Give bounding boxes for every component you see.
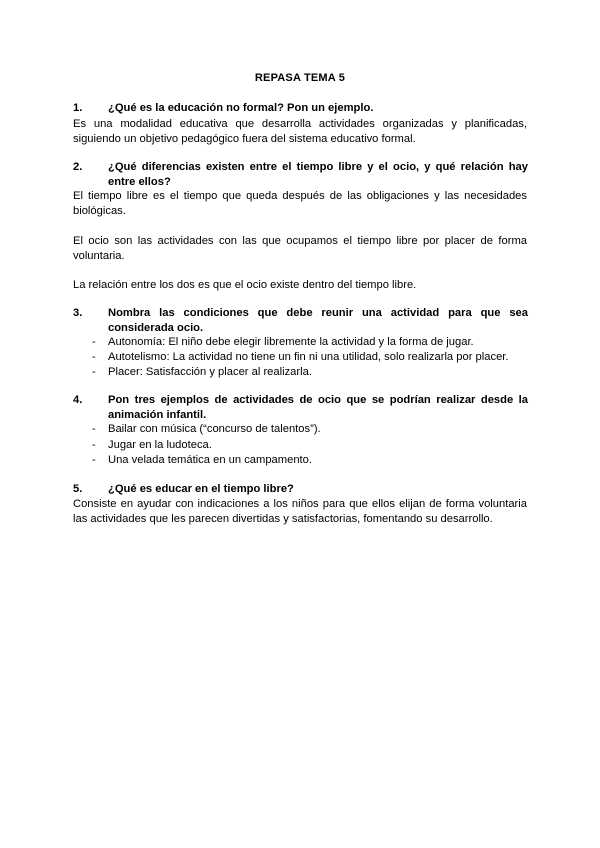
question-text: ¿Qué es la educación no formal? Pon un ejemplo. xyxy=(108,102,374,114)
answer-2-paragraph-3: La relación entre los dos es que el ocio existe dentro del tiempo libre. xyxy=(73,279,417,291)
answer-2-paragraph-1: El tiempo libre es el tiempo que queda después de las obligaciones y las necesidades biológicas. xyxy=(73,190,527,217)
list-item-text: Placer: Satisfacción y placer al realizarla. xyxy=(108,366,312,378)
question-number: 3. xyxy=(73,307,83,319)
question-2 xyxy=(73,160,528,190)
list-item-text: Jugar en la ludoteca. xyxy=(108,439,212,451)
bullet-dash: - xyxy=(92,366,96,378)
question-text: Pon tres ejemplos de actividades de ocio que se podrían realizar desde la animación infantil. xyxy=(108,394,528,421)
question-number: 5. xyxy=(73,483,83,495)
bullet-dash: - xyxy=(92,439,96,451)
bullet-dash: - xyxy=(92,336,96,348)
question-text: Nombra las condiciones que debe reunir una actividad para que sea considerada ocio. xyxy=(108,307,528,334)
question-3 xyxy=(73,306,528,336)
document-title: REPASA TEMA 5 xyxy=(254,72,346,84)
list-item-text: Autonomía: El niño debe elegir libremente la actividad y la forma de jugar. xyxy=(108,336,474,348)
question-number: 1. xyxy=(73,102,83,114)
bullet-dash: - xyxy=(92,351,96,363)
bullet-dash: - xyxy=(92,423,96,435)
answer-1: Es una modalidad educativa que desarrolla actividades organizadas y planificadas, siguiendo un objetivo pedagógico fuera del sistema educativo formal. xyxy=(73,118,527,145)
question-text: ¿Qué es educar en el tiempo libre? xyxy=(108,483,294,495)
question-1 xyxy=(73,101,528,116)
question-number: 2. xyxy=(73,161,83,173)
bullet-dash: - xyxy=(92,454,96,466)
question-number: 4. xyxy=(73,394,83,406)
question-5 xyxy=(73,482,528,497)
list-item-text: Bailar con música (“concurso de talentos”). xyxy=(108,423,321,435)
question-4 xyxy=(73,393,528,423)
list-item-text: Una velada temática en un campamento. xyxy=(108,454,312,466)
answer-5: Consiste en ayudar con indicaciones a los niños para que ellos elijan de forma voluntaria las actividades que les parecen divertidas y satisfactorias, fomentando su desarrollo. xyxy=(73,498,527,525)
list-item-text: Autotelismo: La actividad no tiene un fin ni una utilidad, solo realizarla por placer. xyxy=(108,351,509,363)
answer-2-paragraph-2: El ocio son las actividades con las que ocupamos el tiempo libre por placer de forma voluntaria. xyxy=(73,235,527,262)
question-text: ¿Qué diferencias existen entre el tiempo libre y el ocio, y qué relación hay entre ellos? xyxy=(108,161,528,188)
